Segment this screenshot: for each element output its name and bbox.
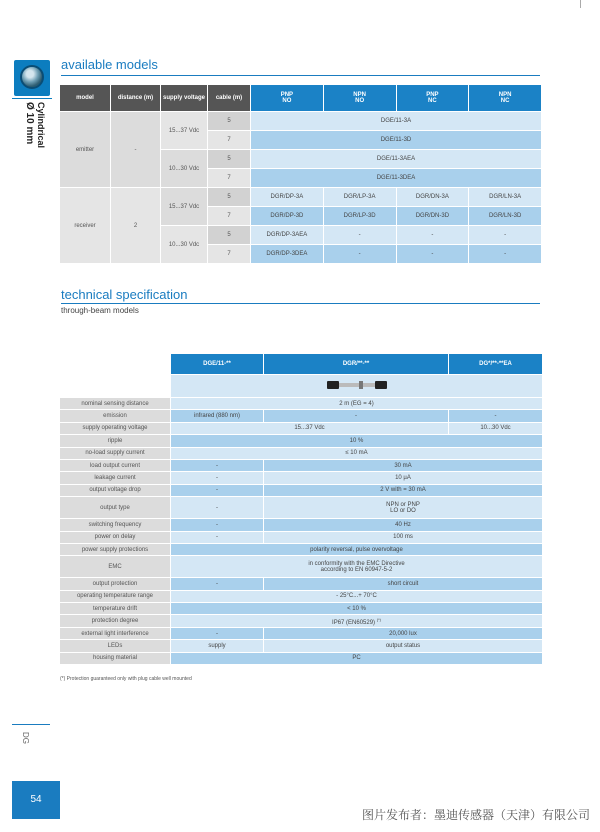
table-row: EMC in conformity with the EMC Directive according to EN 60947-5-2 — [60, 556, 542, 577]
spec-col-dg-ea: DG*/**-**EA — [449, 354, 542, 374]
emitter-label: emitter — [60, 112, 110, 187]
emitter-supply-b: 10...30 Vdc — [161, 150, 207, 187]
table-row: power on delay - 100 ms — [60, 532, 542, 543]
table-row — [60, 112, 541, 130]
col-pnp-nc: PNP NC — [397, 85, 469, 111]
footnote: (*) Protection guaranteed only with plug cable well mounted — [60, 676, 192, 682]
table-row: ripple 10 % — [60, 435, 542, 446]
model-code: DGE/11-3D — [251, 131, 541, 149]
model-code: - — [324, 245, 396, 263]
table-row: output type - NPN or PNP LO or DO — [60, 497, 542, 518]
col-supply: supply voltage — [161, 85, 207, 111]
receiver-label: receiver — [60, 188, 110, 263]
model-code: DGR/DN-3A — [397, 188, 469, 206]
model-code: - — [469, 226, 541, 244]
model-code: - — [397, 226, 469, 244]
table-row: external light interference - 20,000 lux — [60, 628, 542, 639]
spec-col-dgr: DGR/**-** — [264, 354, 448, 374]
table-row: output protection - short circuit — [60, 578, 542, 589]
model-code: DGR/DP-3D — [251, 207, 323, 225]
col-npn-no: NPN NO — [324, 85, 396, 111]
col-model: model — [60, 85, 110, 111]
model-code: DGE/11-3A — [251, 112, 541, 130]
spec-heading-rule — [61, 303, 540, 304]
cable-cell: 5 — [208, 112, 250, 130]
model-code: DGE/11-3DEA — [251, 169, 541, 187]
publisher-watermark: 图片发布者：墨迪传感器（天津）有限公司 — [361, 808, 590, 822]
cable-cell: 7 — [208, 207, 250, 225]
emitter-distance: - — [111, 112, 160, 187]
table-row: power supply protections polarity reversal, pulse overvoltage — [60, 544, 542, 555]
table-row: load output current - 30 mA — [60, 460, 542, 471]
side-title-line1: Cylindrical — [36, 102, 46, 149]
spec-image-row — [60, 375, 542, 397]
models-header-row — [60, 85, 541, 111]
cable-cell: 5 — [208, 188, 250, 206]
table-row: protection degree IP67 (EN60529) (*) — [60, 615, 542, 626]
model-code: DGR/DN-3D — [397, 207, 469, 225]
model-code: DGR/DP-3DEA — [251, 245, 323, 263]
model-code: DGR/LN-3D — [469, 207, 541, 225]
model-code: - — [397, 245, 469, 263]
model-code: - — [469, 245, 541, 263]
model-code: DGE/11-3AEA — [251, 150, 541, 168]
spec-subheading: through-beam models — [61, 306, 139, 315]
side-divider — [12, 98, 52, 99]
table-row: no-load supply current ≤ 10 mA — [60, 448, 542, 459]
emitter-supply-a: 15...37 Vdc — [161, 112, 207, 149]
spec-header-row — [60, 354, 542, 374]
table-row: housing material PC — [60, 653, 542, 664]
table-row: operating temperature range - 25°C...+ 70°C — [60, 591, 542, 602]
cylindrical-sensor-icon — [20, 65, 44, 89]
side-category-title — [16, 100, 56, 180]
table-row: emission infrared (880 nm) - - — [60, 410, 542, 421]
table-row: supply operating voltage 15...37 Vdc 10...30 Vdc — [60, 423, 542, 434]
spec-heading: technical specification — [61, 287, 188, 302]
footer-rule — [12, 724, 50, 725]
models-table — [59, 84, 542, 264]
cable-cell: 7 — [208, 169, 250, 187]
table-row — [60, 188, 541, 206]
section-code: DG — [21, 732, 30, 744]
spec-table — [59, 353, 543, 665]
through-beam-connector-icon — [171, 375, 542, 397]
cable-cell: 5 — [208, 226, 250, 244]
col-cable: cable (m) — [208, 85, 250, 111]
model-code: DGR/LP-3A — [324, 188, 396, 206]
spec-col-dge: DGE/11-** — [171, 354, 263, 374]
col-distance: distance (m) — [111, 85, 160, 111]
col-pnp-no: PNP NO — [251, 85, 323, 111]
model-code: DGR/LP-3D — [324, 207, 396, 225]
page-number: 54 — [12, 781, 60, 819]
table-row: output voltage drop - 2 V with = 30 mA — [60, 485, 542, 496]
cable-cell: 5 — [208, 150, 250, 168]
models-heading: available models — [61, 57, 158, 72]
table-row: LEDs supply output status — [60, 640, 542, 651]
models-heading-rule — [61, 75, 540, 76]
crop-mark — [580, 0, 581, 8]
receiver-supply-a: 15...37 Vdc — [161, 188, 207, 225]
model-code: DGR/LN-3A — [469, 188, 541, 206]
table-row: nominal sensing distance 2 m (EG = 4) — [60, 398, 542, 409]
side-title-line2: Ø 10 mm — [24, 102, 35, 145]
cable-cell: 7 — [208, 245, 250, 263]
receiver-supply-b: 10...30 Vdc — [161, 226, 207, 263]
model-code: - — [324, 226, 396, 244]
model-code: DGR/DP-3A — [251, 188, 323, 206]
col-npn-nc: NPN NC — [469, 85, 541, 111]
sensor-icon-badge — [14, 60, 50, 96]
cable-cell: 7 — [208, 131, 250, 149]
table-row: switching frequency - 40 Hz — [60, 519, 542, 530]
table-row: temperature drift < 10 % — [60, 603, 542, 614]
table-row: leakage current - 10 µA — [60, 472, 542, 483]
receiver-distance: 2 — [111, 188, 160, 263]
model-code: DGR/DP-3AEA — [251, 226, 323, 244]
